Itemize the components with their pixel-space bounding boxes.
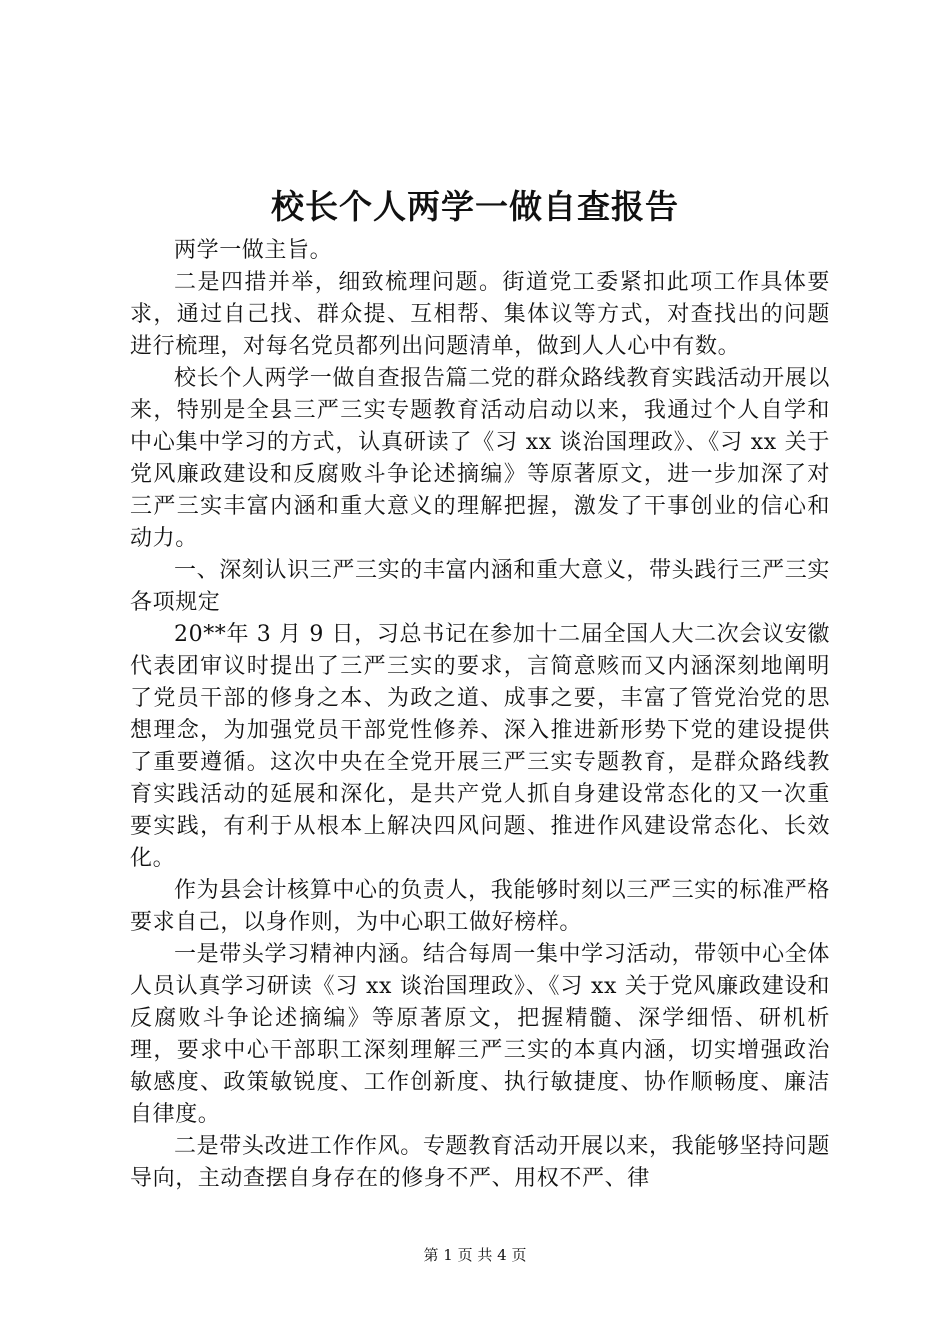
paragraph: 一、深刻认识三严三实的丰富内涵和重大意义，带头践行三严三实各项规定	[130, 558, 830, 615]
paragraph: 作为县会计核算中心的负责人，我能够时刻以三严三实的标准严格要求自己，以身作则，为中心职工做好榜样。	[130, 878, 830, 935]
document-title: 校长个人两学一做自查报告	[271, 187, 679, 226]
paragraph: 二是带头改进工作作风。专题教育活动开展以来，我能够坚持问题导向，主动查摆自身存在的修身不严、用权不严、律	[130, 1134, 830, 1191]
page-number-footer: 第 1 页 共 4 页	[423, 1246, 527, 1264]
paragraph: 20**年 3 月 9 日，习总书记在参加十二届全国人大二次会议安徽代表团审议时提出了三严三实的要求，言简意赅而又内涵深刻地阐明了党员干部的修身之本、为政之道、成事之要，丰富了管党治党的思想理念，为加强党员干部党性修养、深入推进新形势下党的建设提供了重要遵循。这次中央在全党开展三严三实专题教育，是群众路线教育实践活动的延展和深化，是共产党人抓自身建设常态化的又一次重要实践，有利于从根本上解决四风问题、推进作风建设常态化、长效化。	[130, 622, 830, 871]
document-body	[130, 235, 830, 1195]
paragraph: 一是带头学习精神内涵。结合每周一集中学习活动，带领中心全体人员认真学习研读《习 xx 谈治国理政》、《习 xx 关于党风廉政建设和反腐败斗争论述摘编》等原著原文，把握精髓、深学细悟、研机析理，要求中心干部职工深刻理解三严三实的本真内涵，切实增强政治敏感度、政策敏锐度、工作创新度、执行敏捷度、协作顺畅度、廉洁自律度。	[130, 942, 830, 1127]
paragraph: 两学一做主旨。	[174, 238, 333, 263]
paragraph: 校长个人两学一做自查报告篇二党的群众路线教育实践活动开展以来，特别是全县三严三实专题教育活动启动以来，我通过个人自学和中心集中学习的方式，认真研读了《习 xx 谈治国理政》、《习 xx 关于党风廉政建设和反腐败斗争论述摘编》等原著原文，进一步加深了对三严三实丰富内涵和重大意义的理解把握，激发了干事创业的信心和动力。	[130, 366, 830, 551]
paragraph: 二是四措并举，细致梳理问题。街道党工委紧扣此项工作具体要求，通过自己找、群众提、互相帮、集体议等方式，对查找出的问题进行梳理，对每名党员都列出问题清单，做到人人心中有数。	[130, 270, 830, 359]
